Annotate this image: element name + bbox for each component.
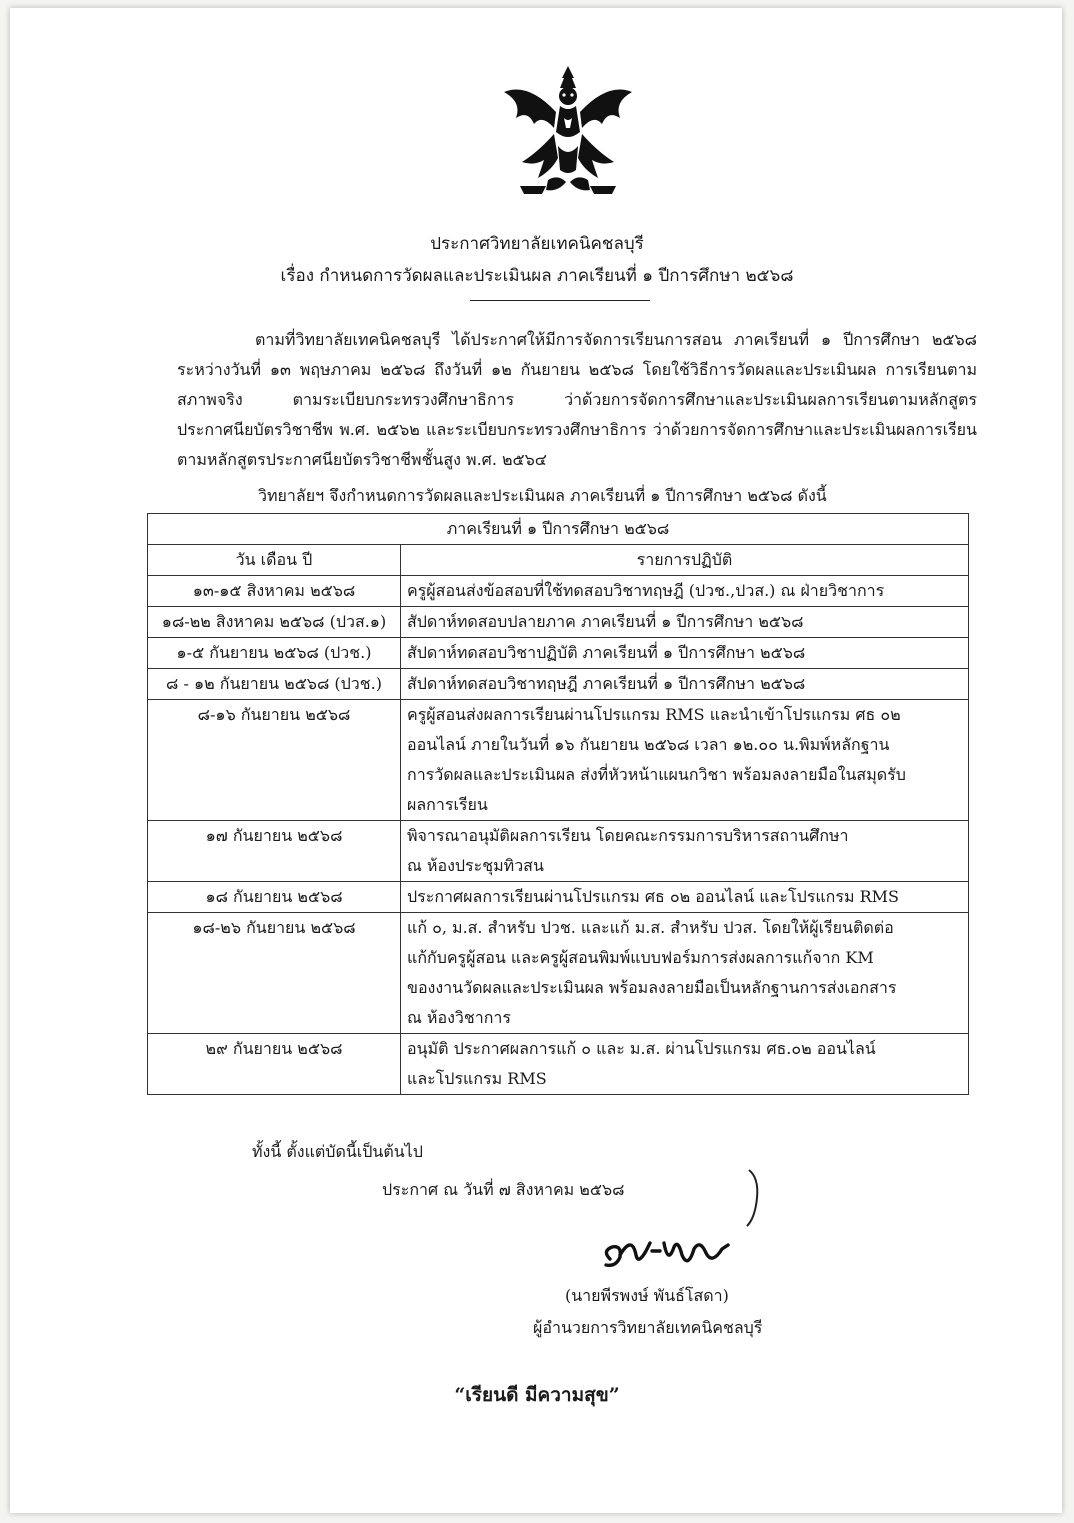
schedule-task-line: ประกาศผลการเรียนผ่านโปรแกรม ศธ ๐๒ ออนไลน์ และโปรแกรม RMS [407,887,899,906]
schedule-task [401,607,969,638]
schedule-task-line: การวัดผลและประเมินผล ส่งที่หัวหน้าแผนกวิชา พร้อมลงลายมือในสมุดรับ [407,765,906,784]
table-row [148,821,969,882]
title-divider [470,300,650,301]
garuda-emblem-icon [498,62,638,202]
schedule-intro: วิทยาลัยฯ จึงกำหนดการวัดผลและประเมินผล ภาคเรียนที่ ๑ ปีการศึกษา ๒๕๖๘ ดังนี้ [258,486,827,505]
schedule-task-line: ของงานวัดผลและประเมินผล พร้อมลงลายมือเป็นหลักฐานการส่งเอกสาร [407,978,897,997]
signer-name: (นายพีรพงษ์ พันธ์โสดา) [565,1286,729,1305]
schedule-task-line: แก้ ๐, ม.ส. สำหรับ ปวช. และแก้ ม.ส. สำหรับ ปวส. โดยให้ผู้เรียนติดต่อ [407,918,894,937]
schedule-task-line: ครูผู้สอนส่งข้อสอบที่ใช้ทดสอบวิชาทฤษฎี (ปวช.,ปวส.) ณ ฝ่ายวิชาการ [407,581,885,600]
schedule-task-line: สัปดาห์ทดสอบวิชาทฤษฎี ภาคเรียนที่ ๑ ปีการศึกษา ๒๕๖๘ [407,674,806,693]
schedule-task [401,1034,969,1095]
schedule-date: ๑๘-๒๖ กันยายน ๒๕๖๘ [148,913,401,1034]
schedule-task-line: อนุมัติ ประกาศผลการแก้ ๐ และ ม.ส. ผ่านโปรแกรม ศธ.๐๒ ออนไลน์ [407,1039,876,1058]
schedule-date: ๑-๕ กันยายน ๒๕๖๘ (ปวช.) [148,638,401,669]
schedule-task [401,882,969,913]
schedule-date: ๑๘-๒๒ สิงหาคม ๒๕๖๘ (ปวส.๑) [148,607,401,638]
schedule-task-line: พิจารณาอนุมัติผลการเรียน โดยคณะกรรมการบริหารสถานศึกษา [407,826,849,845]
schedule-task [401,913,969,1034]
table-row [148,882,969,913]
schedule-task [401,700,969,821]
schedule-task-line: ครูผู้สอนส่งผลการเรียนผ่านโปรแกรม RMS และนำเข้าโปรแกรม ศธ ๐๒ [407,705,901,724]
announcement-subject: เรื่อง กำหนดการวัดผลและประเมินผล ภาคเรียนที่ ๑ ปีการศึกษา ๒๕๖๘ [280,266,794,286]
table-row [148,913,969,1034]
column-header-date: วัน เดือน ปี [148,545,401,576]
table-row [148,669,969,700]
schedule-date: ๑๓-๑๕ สิงหาคม ๒๕๖๘ [148,576,401,607]
announcement-date: ประกาศ ณ วันที่ ๗ สิงหาคม ๒๕๖๘ [382,1180,625,1199]
schedule-task-line: แก้กับครูผู้สอน และครูผู้สอนพิมพ์แบบฟอร์มการส่งผลการแก้จาก KM [407,948,874,967]
table-row [148,700,969,821]
schedule-date: ๑๗ กันยายน ๒๕๖๘ [148,821,401,882]
schedule-task [401,576,969,607]
table-row [148,638,969,669]
announcement-title: ประกาศวิทยาลัยเทคนิคชลบุรี [430,234,644,254]
schedule-task [401,669,969,700]
schedule-date: ๒๙ กันยายน ๒๕๖๘ [148,1034,401,1095]
bracket-mark [745,1168,763,1228]
schedule-task-line: สัปดาห์ทดสอบวิชาปฏิบัติ ภาคเรียนที่ ๑ ปีการศึกษา ๒๕๖๘ [407,643,806,662]
schedule-task-line: และโปรแกรม RMS [407,1069,547,1088]
table-caption: ภาคเรียนที่ ๑ ปีการศึกษา ๒๕๖๘ [148,514,969,545]
college-motto: “เรียนดี มีความสุข” [454,1384,620,1406]
schedule-task-line: สัปดาห์ทดสอบปลายภาค ภาคเรียนที่ ๑ ปีการศึกษา ๒๕๖๘ [407,612,804,631]
schedule-date: ๘-๑๖ กันยายน ๒๕๖๘ [148,700,401,821]
schedule-task [401,821,969,882]
table-row [148,607,969,638]
intro-paragraph: ตามที่วิทยาลัยเทคนิคชลบุรี ได้ประกาศให้มีการจัดการเรียนการสอน ภาคเรียนที่ ๑ ปีการศึกษา ๒๕๖๘ ระหว่างวันที่ ๑๓ พฤษภาคม ๒๕๖๘ ถึงวันที่ ๑๒ กันยายน ๒๕๖๘ โดยใช้วิธีการวัดผลและประเมินผล การเรียนตามสภาพจริง ตามระเบียบกระทรวงศึกษาธิการ ว่าด้วยการจัดการศึกษาและประเมินผลการเรียนตามหลักสูตรประกาศนียบัตรวิชาชีพ พ.ศ. ๒๕๖๒ และระเบียบกระทรวงศึกษาธิการ ว่าด้วยการจัดการศึกษาและประเมินผลการเรียนตามหลักสูตรประกาศนียบัตรวิชาชีพชั้นสูง พ.ศ. ๒๕๖๔ [177,330,978,469]
schedule-date: ๑๘ กันยายน ๒๕๖๘ [148,882,401,913]
schedule-date: ๘ - ๑๒ กันยายน ๒๕๖๘ (ปวช.) [148,669,401,700]
schedule-table [147,513,969,1095]
schedule-task-line: ณ ห้องประชุมทิวสน [407,856,544,875]
schedule-task-line: ออนไลน์ ภายในวันที่ ๑๖ กันยายน ๒๕๖๘ เวลา ๑๒.๐๐ น.พิมพ์หลักฐาน [407,735,890,754]
signer-title: ผู้อำนวยการวิทยาลัยเทคนิคชลบุรี [533,1318,763,1337]
table-row [148,576,969,607]
schedule-task [401,638,969,669]
signature [598,1225,738,1277]
effective-statement: ทั้งนี้ ตั้งแต่บัดนี้เป็นต้นไป [252,1142,423,1161]
schedule-task-line: ผลการเรียน [407,795,488,814]
column-header-task: รายการปฏิบัติ [401,545,969,576]
schedule-task-line: ณ ห้องวิชาการ [407,1008,511,1027]
table-row [148,1034,969,1095]
